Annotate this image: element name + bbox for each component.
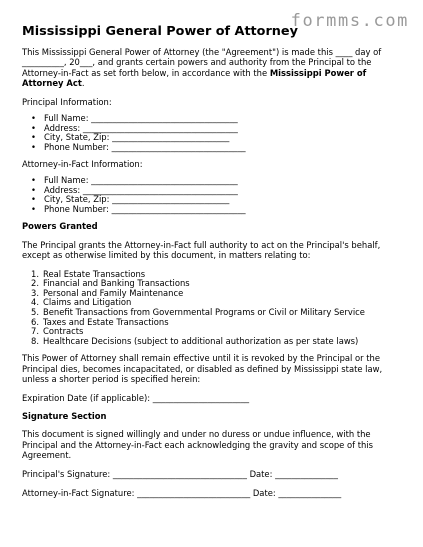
field-text: Phone Number: ________________________________ — [44, 203, 246, 214]
list-item: 5. Benefit Transactions from Governmental Programs or Civil or Military Service — [31, 307, 365, 318]
document-page — [22, 24, 400, 500]
bullet-icon: • — [31, 113, 36, 124]
field-text: City, State, Zip: ____________________________ — [44, 132, 230, 143]
expiration-date-field[interactable]: Expiration Date (if applicable): _______________________ — [22, 392, 250, 403]
field-text: Full Name: ___________________________________ — [44, 175, 238, 186]
signature-line-2: Principal and the Attorney-in-Fact each acknowledging the gravity and scope of this — [22, 439, 374, 450]
attorney-field-address[interactable] — [31, 185, 400, 195]
attorney-field-name[interactable] — [31, 175, 400, 185]
effective-paragraph — [22, 353, 400, 384]
list-item: 8. Healthcare Decisions (subject to additional authorization as per state laws) — [31, 335, 359, 346]
signature-line-3: Agreement. — [22, 450, 72, 461]
effective-line-2: Principal dies, becomes incapacitated, or disabled as defined by Mississippi state law, — [22, 363, 383, 374]
bullet-icon: • — [31, 194, 36, 205]
signature-heading: Signature Section — [22, 411, 107, 422]
list-item: 7. Contracts — [31, 326, 84, 337]
powers-list — [22, 269, 400, 346]
intro-line-2: __________, 20___, and grants certain powers and authority from the Principal to the — [22, 57, 372, 68]
list-item: 6. Taxes and Estate Transactions — [31, 316, 169, 327]
spacer — [22, 481, 400, 488]
signature-line-1: This document is signed willingly and under no duress or undue influence, with the — [22, 429, 371, 440]
act-name-part-1: Mississippi Power of — [269, 67, 367, 78]
list-item: 4. Claims and Litigation — [31, 297, 132, 308]
effective-line-3: unless a shorter period is specified herein: — [22, 374, 201, 385]
powers-heading: Powers Granted — [22, 221, 98, 232]
attorney-fields — [22, 175, 400, 213]
field-text: Phone Number: ________________________________ — [44, 141, 246, 152]
bullet-icon: • — [31, 184, 36, 195]
intro-line-3: Attorney-in-Fact as set forth below, in accordance with the — [22, 67, 270, 78]
field-text: Address: _____________________________________ — [44, 122, 238, 133]
attorney-field-city[interactable] — [31, 194, 400, 204]
list-item: 1. Real Estate Transactions — [31, 268, 146, 279]
principal-heading: Principal Information: — [22, 96, 112, 107]
field-text: Address: _____________________________________ — [44, 184, 238, 195]
attorney-field-phone[interactable] — [31, 204, 400, 214]
powers-intro-line-2: except as otherwise limited by this document, in matters relating to: — [22, 250, 311, 261]
principal-field-name[interactable] — [31, 113, 400, 123]
signature-paragraph — [22, 429, 400, 460]
principal-field-address[interactable] — [31, 123, 400, 133]
bullet-icon: • — [31, 141, 36, 152]
list-item: 3. Personal and Family Maintenance — [31, 287, 184, 298]
field-text: Full Name: ___________________________________ — [44, 113, 238, 124]
bullet-icon: • — [31, 203, 36, 214]
powers-intro — [22, 240, 400, 261]
principal-fields — [22, 113, 400, 151]
bullet-icon: • — [31, 132, 36, 143]
powers-intro-line-1: The Principal grants the Attorney-in-Fact full authority to act on the Principal's behalf, — [22, 239, 381, 250]
intro-paragraph — [22, 47, 400, 89]
bullet-icon: • — [31, 122, 36, 133]
principal-field-phone[interactable] — [31, 142, 400, 152]
intro-line-1: This Mississippi General Power of Attorney (the "Agreement") is made this ____ day of — [22, 47, 382, 57]
intro-line-4-end: . — [81, 78, 85, 89]
principal-field-city[interactable] — [31, 132, 400, 142]
effective-line-1: This Power of Attorney shall remain effective until it is revoked by the Principal or the — [22, 353, 381, 364]
document-title: Mississippi General Power of Attorney — [22, 24, 298, 39]
attorney-heading: Attorney-in-Fact Information: — [22, 159, 143, 170]
bullet-icon: • — [31, 175, 36, 186]
field-text: City, State, Zip: ____________________________ — [44, 194, 230, 205]
act-name-part-2: Attorney Act — [22, 78, 82, 89]
principal-signature-field[interactable]: Principal's Signature: ________________________________ Date: _______________ — [22, 468, 338, 479]
list-item: 2. Financial and Banking Transactions — [31, 278, 190, 289]
watermark-logo: formms.com — [290, 11, 409, 31]
attorney-signature-field[interactable]: Attorney-in-Fact Signature: ___________________________ Date: _______________ — [22, 487, 342, 498]
